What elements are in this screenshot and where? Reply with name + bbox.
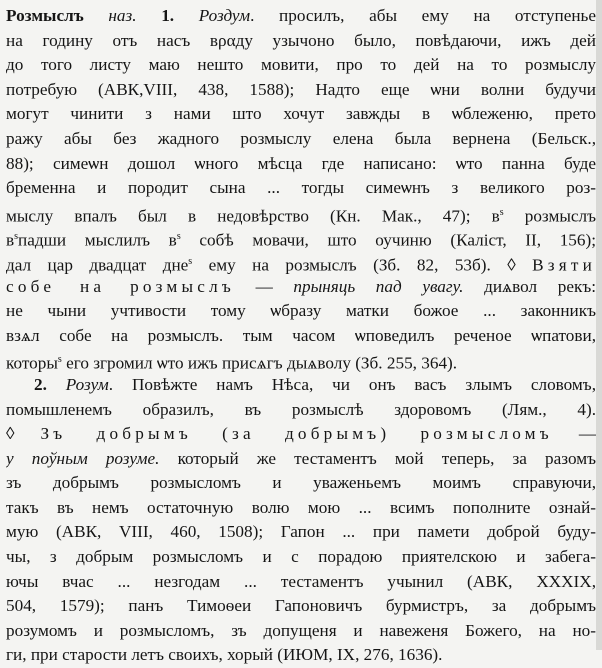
text-line <box>6 643 596 668</box>
text-segment: — <box>234 276 294 296</box>
text-segment: которы <box>6 354 58 373</box>
text-line <box>6 53 596 78</box>
text-segment: . Повѣжте намъ Нѣса, чи онъ васъ злымъ словомъ, <box>108 374 596 394</box>
superscript-text: s <box>499 206 504 218</box>
page-edge-shadow <box>596 0 602 650</box>
text-line <box>6 127 596 152</box>
text-segment: зъ добрымъ розмысломъ и уваженьемъ моимъ справуючи, <box>6 473 596 493</box>
text-line <box>6 520 596 545</box>
text-segment: 88); симеѡн дошол ѡного мѣсца где написано: ѡто панна буде <box>6 153 596 173</box>
text-segment: дал цар двадцат дне <box>6 255 189 275</box>
text-line <box>6 176 596 201</box>
text-segment: ючы вчас ... незгодам ... тестаментъ учынил (АВК, XXXIX, <box>6 571 596 591</box>
text-segment: до того листу маю нешто мовити, про то дей на то розмыслу <box>6 55 596 75</box>
text-line <box>6 275 596 300</box>
text-segment: в <box>6 231 15 250</box>
italic-text: Роздум <box>198 6 251 25</box>
spaced-text: Зъ добрымъ (за добрымъ) розмысломъ <box>40 424 553 444</box>
text-line <box>6 348 596 373</box>
text-line <box>6 250 596 275</box>
text-segment: его згромил ѡто ижъ присѧгъ дыѧволу (Зб. 255, 364). <box>61 354 458 373</box>
text-segment: розумомъ и розмысломъ, зъ допущеня и навеженя Божего, на но- <box>6 620 596 640</box>
bold-text: 1. <box>161 6 175 25</box>
text-line <box>6 102 596 127</box>
italic-text: Розум <box>65 374 109 394</box>
superscript-text: s <box>14 231 19 243</box>
text-segment: ему на розмыслъ (Зб. 82, 53б). ◊ <box>192 255 533 275</box>
italic-text: прыняць пад увагу. <box>293 276 464 296</box>
superscript-text: s <box>57 354 62 366</box>
text-line <box>6 398 596 423</box>
text-line <box>6 545 596 570</box>
text-line <box>6 570 596 595</box>
text-line <box>6 152 596 177</box>
text-line <box>6 594 596 619</box>
superscript-text: s <box>176 231 181 243</box>
bold-text: 2. <box>34 374 47 394</box>
text-segment: помышленемъ образилъ, въ розмыслѣ здоровомъ (Лям., 4). <box>6 399 596 419</box>
text-line <box>6 471 596 496</box>
text-line <box>6 447 596 472</box>
text-line <box>6 496 596 521</box>
text-segment: диѧвол рекъ: <box>463 276 596 296</box>
text-segment: мыслу впалъ был в недовѣрство (Кн. Мак., 47); в <box>6 206 500 226</box>
text-segment: который же тестаментъ мой теперь, за разомъ <box>159 448 596 468</box>
text-segment: ◊ <box>6 424 41 444</box>
dictionary-entry-text <box>6 4 596 668</box>
text-segment: . просилъ, абы ему на отступенье <box>250 6 596 25</box>
text-line <box>6 29 596 54</box>
superscript-text: s <box>188 255 193 267</box>
text-line <box>6 422 596 447</box>
text-line <box>6 324 596 349</box>
spaced-text: Взяти <box>532 255 596 275</box>
text-line <box>6 373 596 398</box>
text-segment: 504, 1579); панъ Тимоѳеи Гапоновичъ бурмистръ, за добрымъ <box>6 596 596 616</box>
text-line <box>6 201 596 226</box>
text-segment <box>84 6 109 25</box>
bold-text: Розмыслъ <box>6 6 84 25</box>
text-segment: розмыслъ <box>503 206 596 226</box>
text-segment: собѣ мовачи, што оучиню (Каліст, II, 156); <box>180 231 596 250</box>
text-segment: потребую (АВК,VIII, 438, 1588); Надто еще ѡни волни будучи <box>6 79 596 99</box>
spaced-text: собе на розмыслъ <box>6 276 235 296</box>
text-segment: взѧл собе на розмыслъ. тым часом ѡповедилъ реченое ѡпатови, <box>6 325 596 345</box>
text-segment: не чыни учтивости тому ѡбразу матки божое ... законникъ <box>6 301 596 321</box>
italic-text: наз. <box>108 6 137 25</box>
text-line <box>6 619 596 644</box>
text-segment: — <box>552 424 596 444</box>
text-segment <box>174 6 199 25</box>
text-segment: такъ въ немъ остаточную волю мою ... всимъ пополните ознай- <box>6 497 596 517</box>
text-line <box>6 299 596 324</box>
text-segment <box>47 375 66 394</box>
text-segment: на годину отъ насъ вραду узычоно было, повѣдаючи, ижъ дей <box>6 30 596 50</box>
text-line <box>6 225 596 250</box>
text-segment: мую (АВК, VIII, 460, 1508); Гапон ... при памети доброй будy- <box>6 522 596 542</box>
text-segment: бременна и породит сына ... тогды симеѡнъ з великого роз- <box>6 178 596 198</box>
text-segment <box>137 6 162 25</box>
text-segment: ги, при старости летъ своихъ, хорый (ИЮМ, IX, 276, 1636). <box>6 645 443 665</box>
text-segment: падши мыслилъ в <box>18 231 177 250</box>
text-line <box>6 78 596 103</box>
text-line <box>6 4 596 29</box>
text-segment: чы, з добрым розмысломъ и с порадою приятелскою и забега- <box>6 547 596 567</box>
text-segment: ражу абы без жадного розмыслу елена была вернена (Бельск., <box>6 128 596 148</box>
italic-text: у поўным розуме. <box>6 448 160 468</box>
text-segment: могут чинити з нами што хочут завжды в ѡблеженю, прето <box>6 104 596 124</box>
